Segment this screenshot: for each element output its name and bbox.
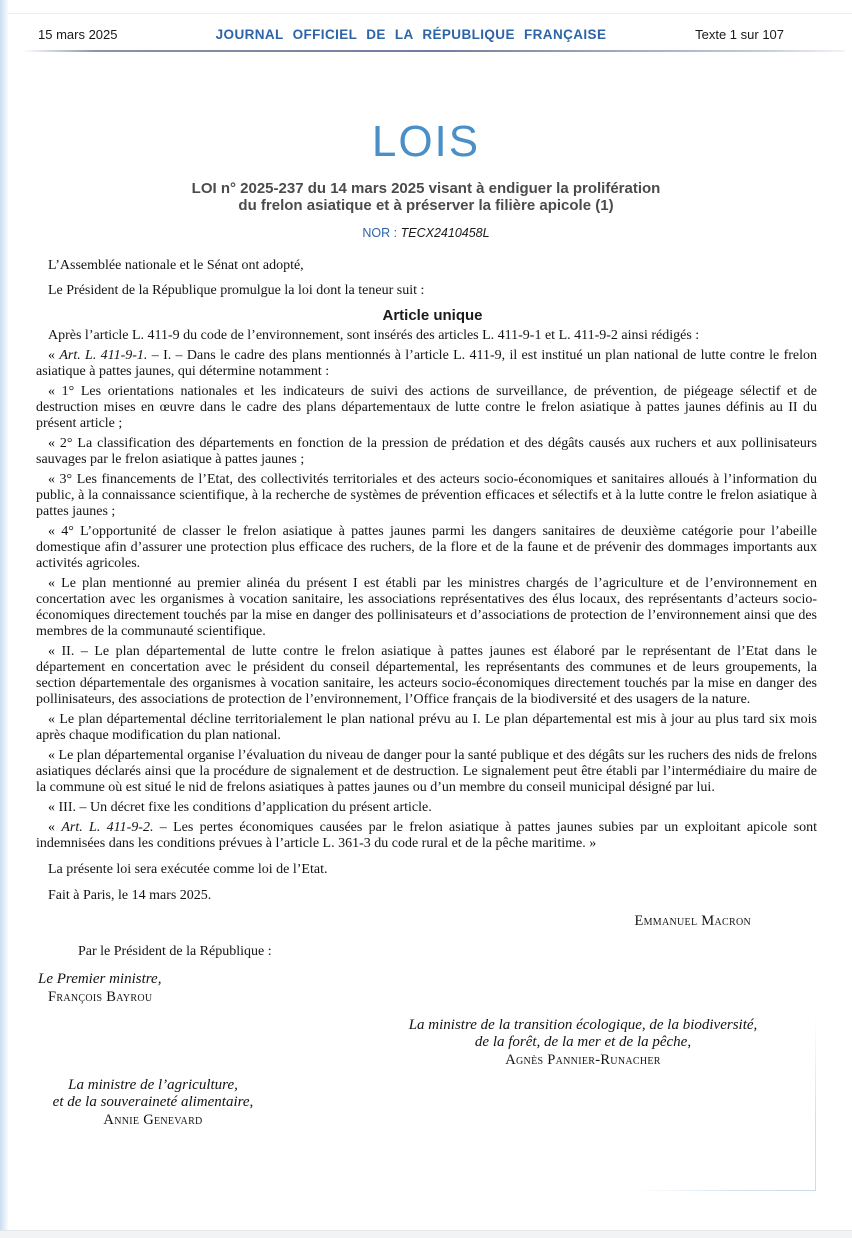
minister-ecology-name: Agnès Pannier-Runacher bbox=[505, 1052, 661, 1068]
law-paragraph: « Le plan mentionné au premier alinéa du présent I est établi par les ministres chargés de l’agriculture et de l’environnement en concertation avec les organismes à vocation sanitaire, les associations représentatives des élus locaux, des représentants d’acteurs socio-économiques directement touchés par la mise en danger des pollinisateurs et d’associations de protection de l’environnement ainsi que des membres de la communauté scientifique. bbox=[36, 576, 817, 639]
page-header bbox=[0, 0, 852, 42]
nor-label: NOR : bbox=[362, 226, 398, 240]
section-title-lois: LOIS bbox=[371, 117, 481, 166]
law-paragraph: « 2° La classification des départements en fonction de la pression de prédation et des dégâts causés aux ruchers et aux pollinisateurs sauvages par le frelon asiatique à pattes jaunes ; bbox=[36, 436, 817, 467]
signature-president-name: Emmanuel Macron bbox=[634, 913, 751, 929]
article-heading: Article unique bbox=[382, 307, 483, 324]
closing-line: La présente loi sera exécutée comme loi de l’Etat. bbox=[48, 862, 328, 877]
minister-ecology-title-line1: La ministre de la transition écologique, de la biodiversité, bbox=[408, 1017, 758, 1033]
page-left-shadow bbox=[0, 0, 8, 1231]
pm-name: François Bayrou bbox=[48, 989, 153, 1005]
law-paragraph: « 4° L’opportunité de classer le frelon asiatique à pattes jaunes parmi les dangers sanitaires de deuxième catégorie pour l’abeille domestique afin d’assurer une protection plus efficace des ruchers, de la flore et de la faune et de prévenir des dommages importants aux activités agricoles. bbox=[36, 524, 817, 571]
law-title-line2: du frelon asiatique et à préserver la filière apicole (1) bbox=[238, 197, 614, 214]
minister-agriculture-title-line2: et de la souveraineté alimentaire, bbox=[52, 1093, 254, 1110]
law-paragraph: « Le plan départemental décline territorialement le plan national prévu au I. Le plan départemental est mis à jour au plus tard six mois après chaque modification du plan national. bbox=[36, 712, 817, 743]
nor-line bbox=[0, 226, 852, 240]
viewer-bottom-bar bbox=[0, 1230, 852, 1238]
intro-paragraph: L’Assemblée nationale et le Sénat ont adopté, bbox=[48, 258, 304, 273]
page-corner-edge-vertical bbox=[815, 1015, 816, 1190]
law-paragraph: « II. – Le plan départemental de lutte contre le frelon asiatique à pattes jaunes est élaboré par le représentant de l’Etat dans le département en concertation avec le président du conseil départemental, les représentants des communes et de leurs groupements, la section départementale des organismes à vocation sanitaire, les acteurs socio-économiques directement touchés par la mise en danger des pollinisateurs, des associations de protection de l’environnement, l’Office français de la biodiversité et des usagers de la nature. bbox=[36, 644, 817, 707]
closing-line: Fait à Paris, le 14 mars 2025. bbox=[48, 888, 212, 903]
pm-title: Le Premier ministre, bbox=[38, 971, 162, 987]
texte-counter: Texte 1 sur 107 bbox=[695, 27, 785, 42]
intro-paragraph: Le Président de la République promulgue la loi dont la teneur suit : bbox=[48, 283, 425, 298]
nor-value: TECX2410458L bbox=[400, 226, 490, 240]
minister-ecology-title-line2: de la forêt, de la mer et de la pêche, bbox=[474, 1033, 692, 1050]
law-paragraph: « III. – Un décret fixe les conditions d’application du présent article. bbox=[48, 800, 432, 815]
minister-agriculture-title-line1: La ministre de l’agriculture, bbox=[68, 1077, 238, 1093]
law-intro bbox=[36, 258, 817, 299]
law-paragraphs bbox=[36, 328, 817, 852]
law-paragraph: « Le plan départemental organise l’évaluation du niveau de danger pour la santé publique et des dégâts sur les ruchers des nids de frelons asiatiques déclarés ainsi que la procédure de signalement et de destruction. Le signalement peut être établi par l’intermédiaire du maire de la commune où est situé le nid de frelons asiatiques à pattes jaunes ou d’un membre du conseil municipal désigné par lui. bbox=[36, 748, 817, 795]
law-title-line1: LOI n° 2025-237 du 14 mars 2025 visant à endiguer la prolifération bbox=[191, 180, 661, 197]
law-title bbox=[0, 180, 852, 214]
law-paragraph: « 3° Les financements de l’Etat, des collectivités territoriales et des acteurs socio-économiques et sanitaires alloués à l’information du public, à la connaissance scientifique, à la recherche de systèmes de prévention efficaces et sélectifs et à la lutte contre le frelon asiatique à pattes jaunes ; bbox=[36, 472, 817, 519]
page-top-edge bbox=[8, 13, 852, 14]
law-paragraph: « 1° Les orientations nationales et les indicateurs de suivi des actions de surveillance, de prévention, de piégeage sélectif et de destruction mises en œuvre dans le cadre des plans départementaux de lutte contre le frelon asiatique à pattes jaunes définis au II du présent article ; bbox=[36, 384, 817, 431]
countersign-intro: Par le Président de la République : bbox=[78, 944, 272, 959]
law-paragraph: « Art. L. 411-9-1. – I. – Dans le cadre des plans mentionnés à l’article L. 411-9, il est institué un plan national de lutte contre le frelon asiatique à pattes jaunes, qui détermine notamment : bbox=[36, 348, 817, 379]
header-rule bbox=[22, 50, 845, 52]
minister-ecology-block bbox=[381, 1017, 785, 1068]
law-paragraph: Après l’article L. 411-9 du code de l’environnement, sont insérés des articles L. 411-9-1 et L. 411-9-2 ainsi rédigés : bbox=[48, 328, 700, 343]
page-corner-edge-horizontal bbox=[636, 1190, 816, 1191]
law-body bbox=[36, 258, 817, 1128]
journal-title: JOURNAL OFFICIEL DE LA RÉPUBLIQUE FRANÇAISE bbox=[215, 27, 607, 42]
header-date: 15 mars 2025 bbox=[38, 27, 118, 42]
law-paragraph: « Art. L. 411-9-2. – Les pertes économiques causées par le frelon asiatique à pattes jaunes subies par un exploitant apicole sont indemnisées dans les conditions prévues à l’article L. 361-3 du code rural et de la pêche maritime. » bbox=[36, 820, 818, 851]
minister-agriculture-name: Annie Genevard bbox=[103, 1112, 203, 1128]
minister-agriculture-block bbox=[36, 1077, 270, 1128]
